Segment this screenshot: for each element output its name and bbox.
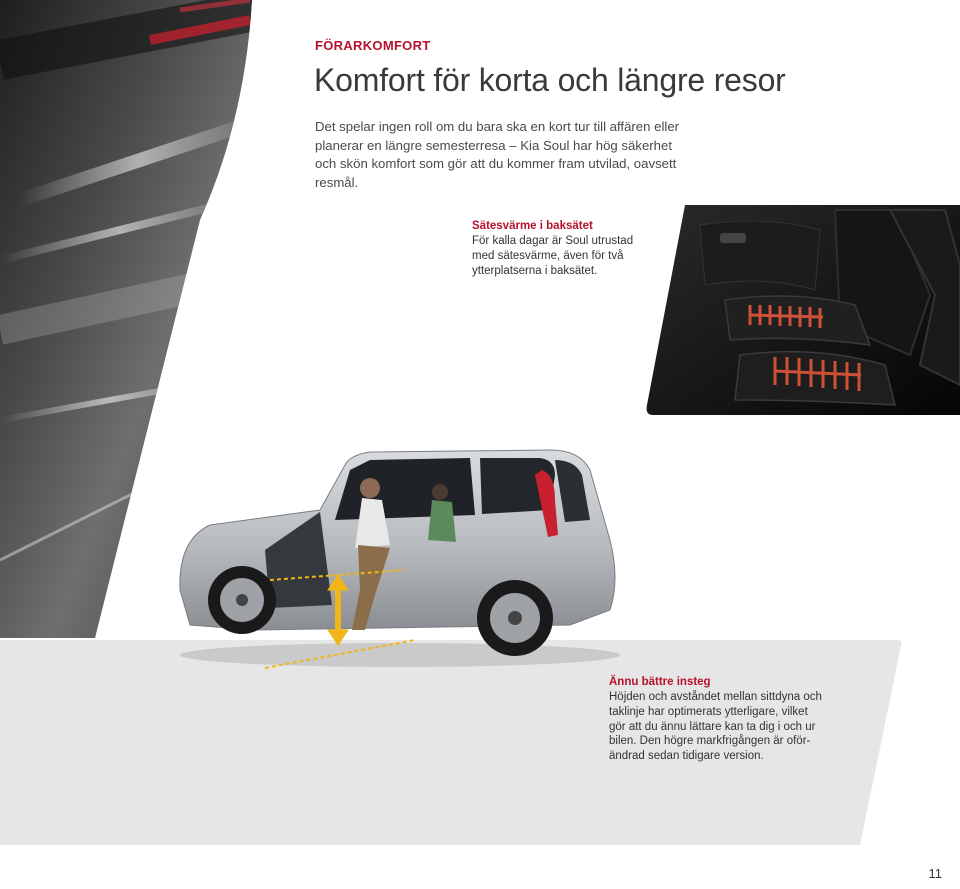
entry-line: bilen. Den högre markfrigången är oför- — [609, 735, 811, 748]
seat-heating-body — [472, 234, 633, 278]
seat-heating-line: med sätesvärme, även för två — [472, 249, 624, 262]
intro-line: Det spelar ingen roll om du bara ska en kort tur till affären eller — [315, 119, 680, 134]
page-number: 11 — [928, 866, 942, 881]
intro-line: resmål. — [315, 174, 359, 190]
entry-title: Ännu bättre insteg — [609, 676, 711, 688]
seat-heating-line: ytterplatserna i baksätet. — [472, 264, 598, 277]
heated-seat-photo — [645, 205, 960, 415]
page-title: Komfort för korta och längre resor — [314, 62, 786, 98]
seat-heating-title: Sätesvärme i baksätet — [472, 220, 593, 232]
seat-heating-line: För kalla dagar är Soul utrustad — [472, 235, 634, 247]
intro-line: planerar en längre semesterresa – Kia Soul har hög säkerhet — [315, 137, 673, 153]
entry-line: gör att du ännu lättare kan ta dig i och ur — [609, 720, 816, 733]
entry-line: ändrad sedan tidigare version. — [609, 750, 764, 763]
entry-line: Höjden och avståndet mellan sittdyna och — [609, 691, 822, 703]
car-entry-photo — [170, 430, 630, 680]
intro-paragraph — [315, 118, 735, 192]
entry-body — [609, 690, 822, 764]
entry-line: taklinje har optimerats ytterligare, vilket — [609, 705, 808, 718]
section-label: FÖRARKOMFORT — [315, 38, 431, 53]
intro-line: och skön komfort som gör att du kommer fram utvilad, oavsett — [315, 156, 677, 171]
